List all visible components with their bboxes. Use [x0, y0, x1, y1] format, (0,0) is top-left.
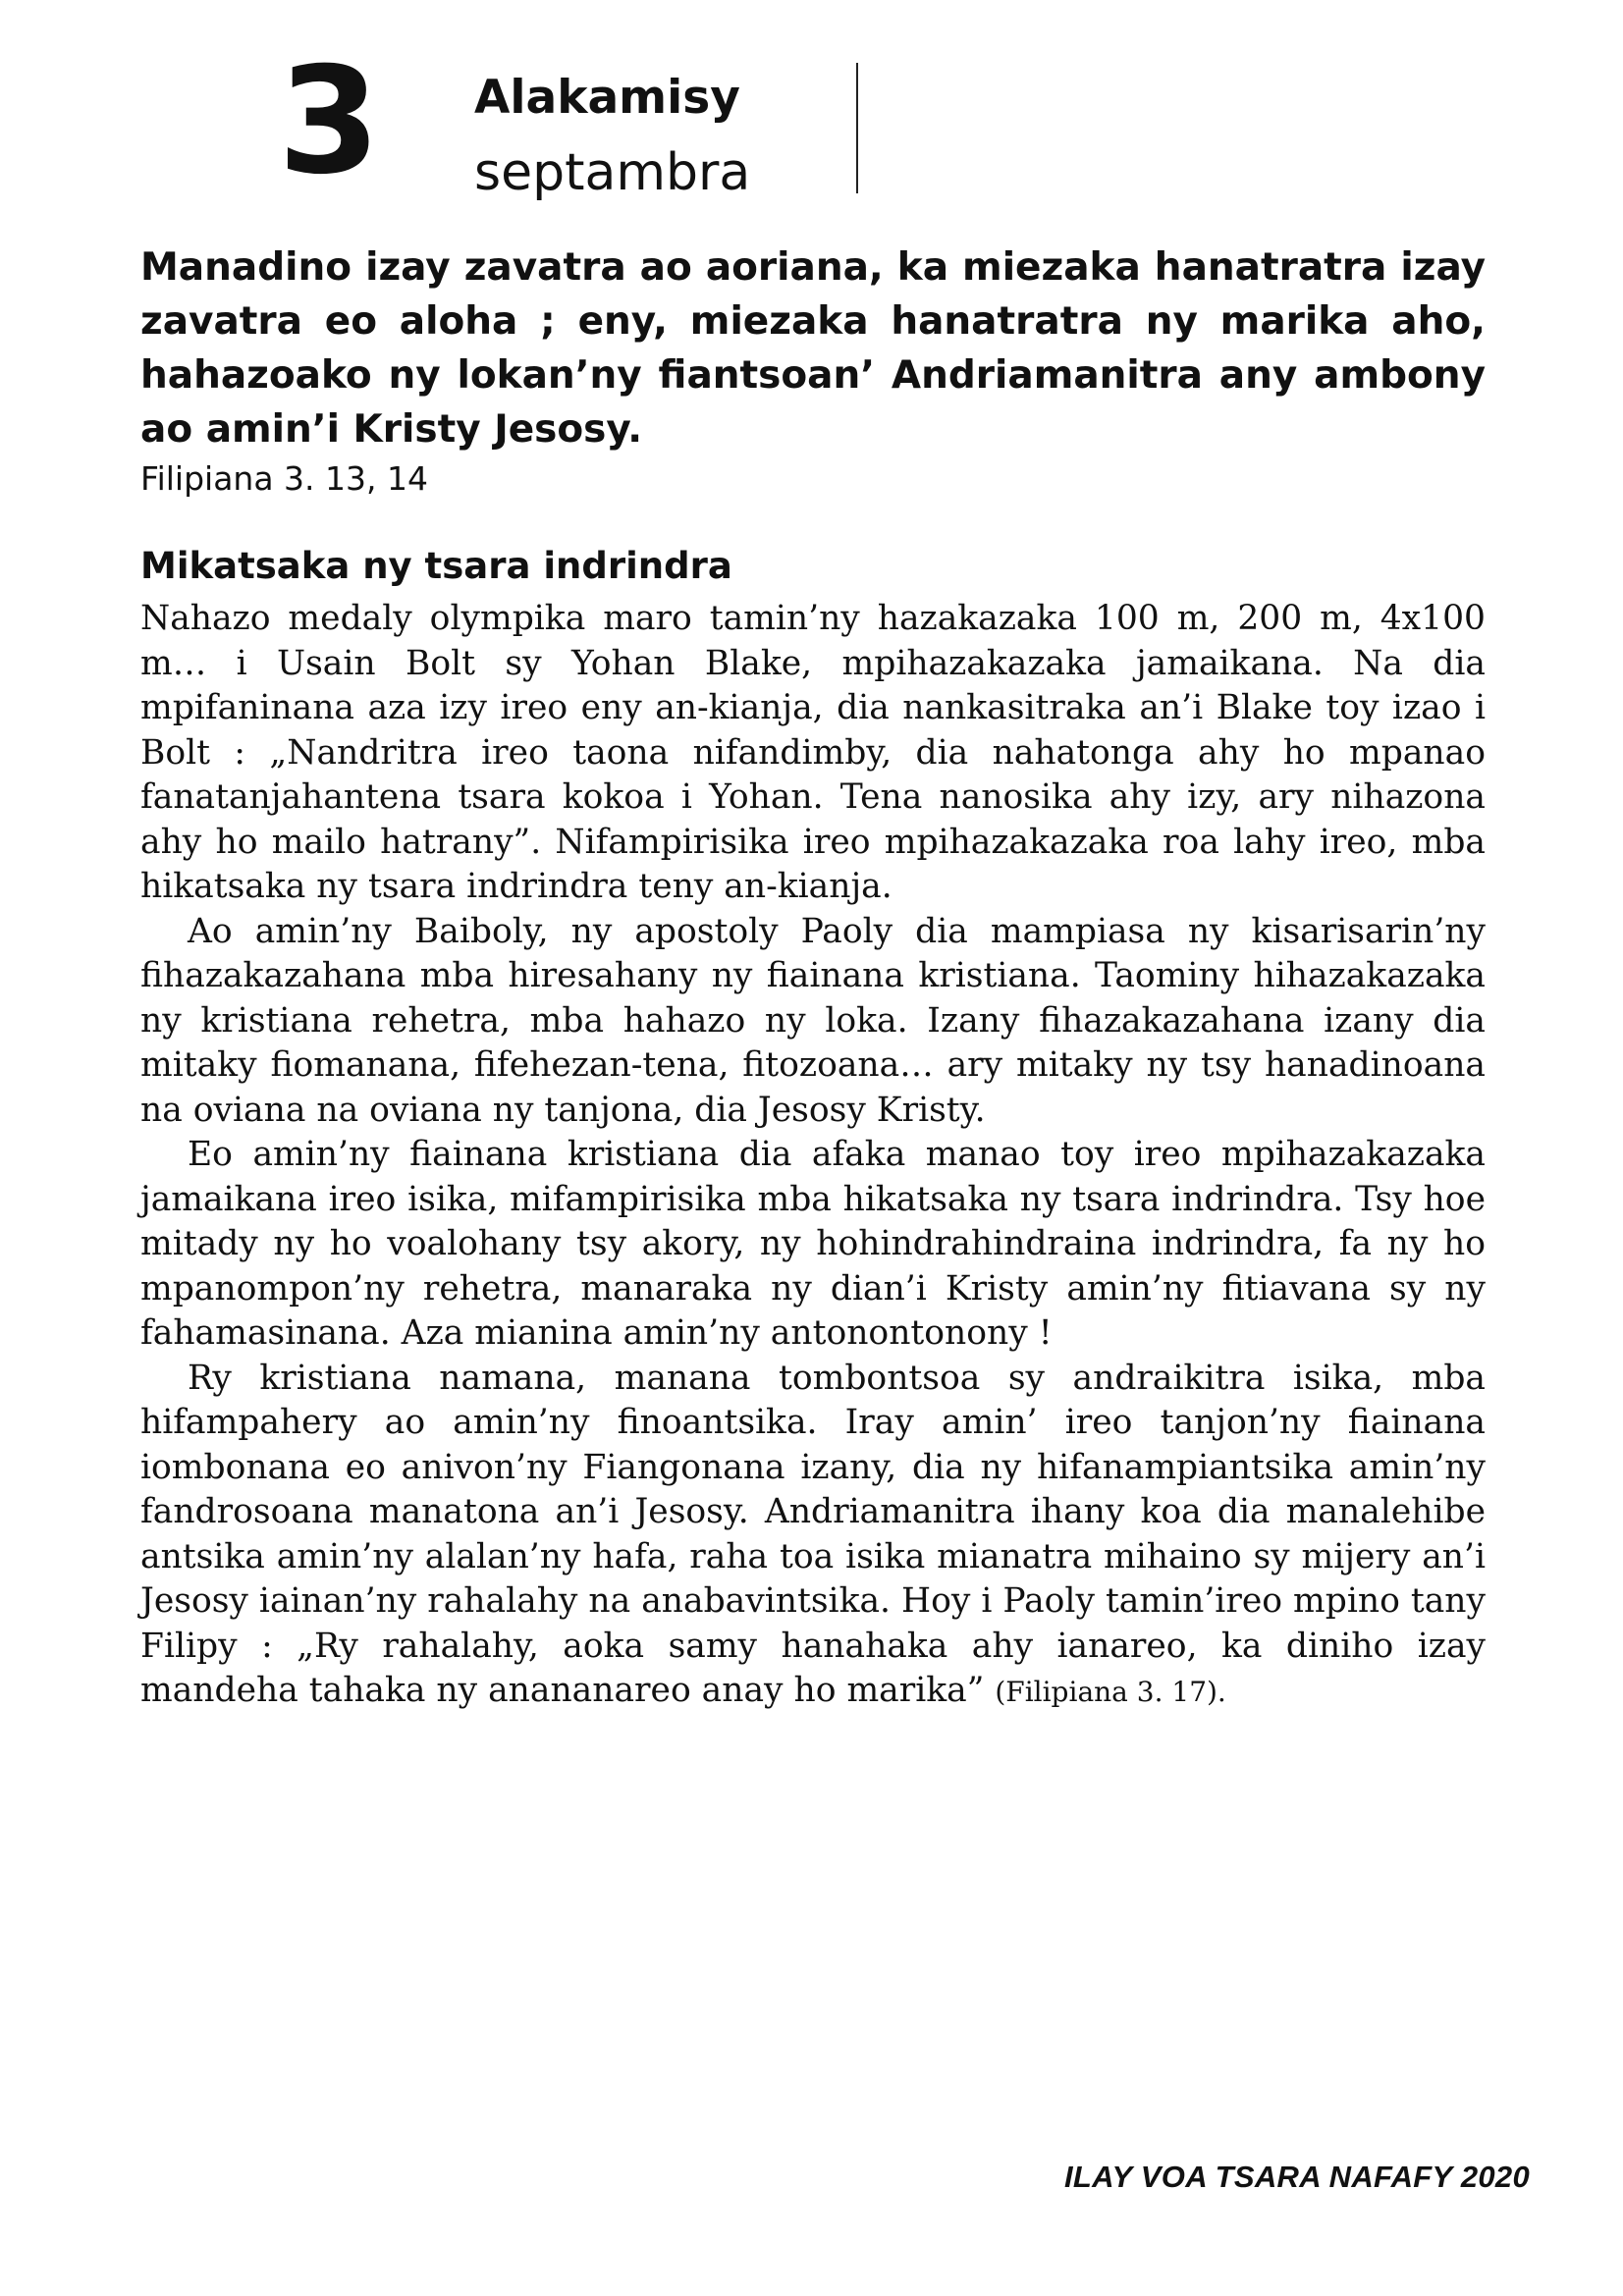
verse-reference: Filipiana 3. 13, 14: [140, 459, 428, 498]
article-body: [140, 597, 1486, 1715]
article-paragraph-text: Ry kristiana namana, manana tombontsoa sy andraikitra isika, mba hifampahery ao amin’ny finoantsika. Iray amin’ ireo tanjon’ny fiainana iombonana eo anivon’ny Fiangonana izany, dia ny hifanampiantsika amin’ny fandrosoana manatona an’i Jesosy. Andriamanitra ihany koa dia manalehibe antsika amin’ny alalan’ny hafa, raha toa isika mianatra mihaino sy mijery an’i Jesosy iainan’ny rahalahy na anabavintsika. Hoy i Paoly tamin’ireo mpino tany Filipy : „Ry rahalahy, aoka samy hanahaka ahy ianareo, ka diniho izay mandeha tahaka ny anananareo anay ho marika”: [140, 1358, 1486, 1710]
article-paragraph: Nahazo medaly olympika maro tamin’ny hazakazaka 100 m, 200 m, 4x100 m… i Usain Bolt sy Yohan Blake, mpihazakazaka jamaikana. Na dia mpifaninana aza izy ireo eny an-kianja, dia nankasitraka an’i Blake toy izao i Bolt : „Nandritra ireo taona nifandimby, dia nahatonga ahy ho mpanao fanatanjahantena tsara kokoa i Yohan. Tena nanosika ahy izy, ary nihazona ahy ho mailo hatrany”. Nifampirisika ireo mpihazakazaka roa lahy ireo, mba hikatsaka ny tsara indrindra teny an-kianja.: [140, 599, 1486, 906]
header-divider: [856, 63, 858, 193]
article-title: Mikatsaka ny tsara indrindra: [140, 545, 732, 587]
day-number: 3: [278, 36, 377, 207]
article-paragraph-last: [140, 1357, 1486, 1715]
weekday-label: Alakamisy: [474, 71, 740, 125]
inline-reference: (Filipiana 3. 17).: [995, 1676, 1226, 1708]
footer-publication: ILAY VOA TSARA NAFAFY 2020: [1063, 2160, 1530, 2194]
article-paragraph: Eo amin’ny fiainana kristiana dia afaka manao toy ireo mpihazakazaka jamaikana ireo isika, mifampirisika mba hikatsaka ny tsara indrindra. Tsy hoe mitady ny ho voalohany tsy akory, ny hohindrahindraina indrindra, fa ny ho mpanompon’ny rehetra, manaraka ny dian’i Kristy amin’ny fitiavana sy ny fahamasinana. Aza mianina amin’ny antonontonony !: [140, 1135, 1486, 1353]
article-paragraph: Ao amin’ny Baiboly, ny apostoly Paoly dia mampiasa ny kisarisarin’ny fihazakazahana mba hiresahany ny fiainana kristiana. Taominy hihazakazaka ny kristiana rehetra, mba hahazo ny loka. Izany fihazakazahana izany dia mitaky fiomanana, fifehezan-tena, fitozoana… ary mitaky ny tsy hanadinoana na oviana na oviana ny tanjona, dia Jesosy Kristy.: [140, 911, 1486, 1130]
month-label: septambra: [474, 143, 751, 202]
date-header: [278, 36, 867, 207]
bible-verse: Manadino izay zavatra ao aoriana, ka miezaka hanatratra izay zavatra eo aloha ; eny, miezaka hanatratra ny marika aho, hahazoako ny lokan’ny fiantsoan’ Andriamanitra any ambony ao amin’i Kristy Jesosy.: [140, 245, 1486, 452]
